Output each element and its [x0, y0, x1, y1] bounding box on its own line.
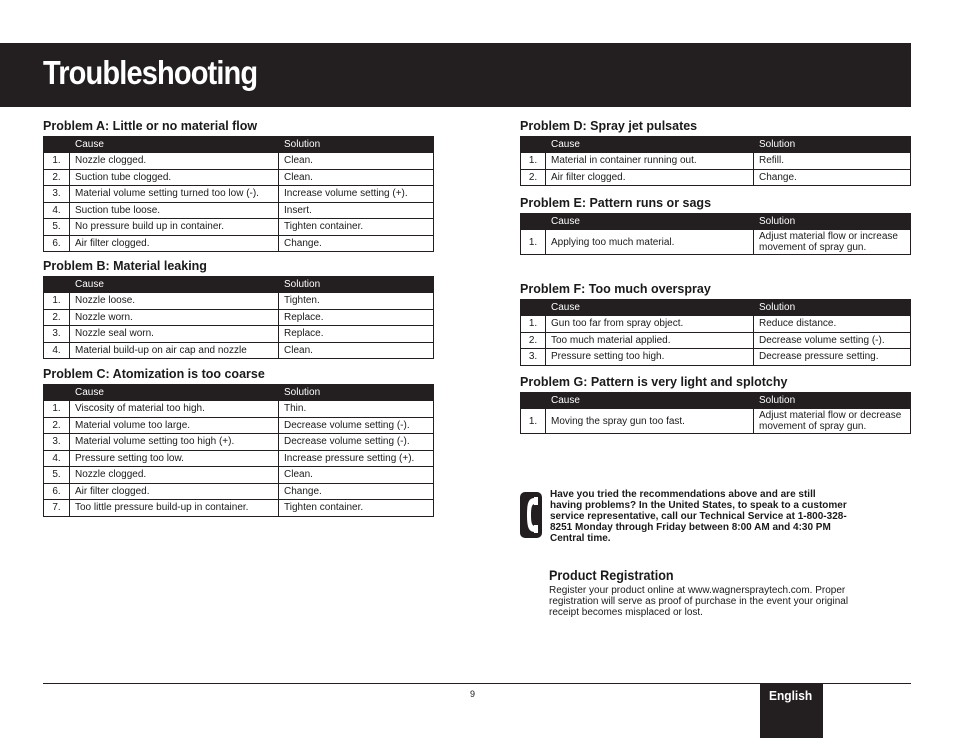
row-number: 2.	[521, 169, 546, 186]
cause-header: Cause	[546, 137, 754, 153]
number-header	[521, 137, 546, 153]
row-number: 1.	[44, 401, 70, 418]
row-cause: Pressure setting too low.	[70, 450, 279, 467]
cause-header: Cause	[70, 385, 279, 401]
number-header	[521, 214, 546, 230]
solution-header: Solution	[279, 385, 434, 401]
table-row	[521, 332, 911, 349]
problem-table	[520, 299, 911, 366]
solution-header: Solution	[754, 214, 911, 230]
row-solution: Replace.	[279, 326, 434, 343]
registration-title: Product Registration	[549, 567, 674, 583]
row-cause: Nozzle clogged.	[70, 153, 279, 170]
row-number: 7.	[44, 500, 70, 517]
row-solution: Increase pressure setting (+).	[279, 450, 434, 467]
row-solution: Clean.	[279, 342, 434, 359]
number-header	[44, 277, 70, 293]
row-number: 3.	[44, 326, 70, 343]
row-solution: Clean.	[279, 467, 434, 484]
solution-header: Solution	[754, 393, 911, 409]
row-solution: Tighten.	[279, 293, 434, 310]
row-number: 1.	[521, 153, 546, 170]
problem-f	[520, 282, 911, 366]
cause-header: Cause	[546, 214, 754, 230]
row-solution: Reduce distance.	[754, 316, 911, 333]
page-number: 9	[470, 689, 476, 699]
row-solution: Change.	[754, 169, 911, 186]
table-row	[44, 500, 434, 517]
row-number: 2.	[44, 309, 70, 326]
row-cause: Material build-up on air cap and nozzle	[70, 342, 279, 359]
table-header-row	[521, 214, 911, 230]
row-cause: Suction tube clogged.	[70, 169, 279, 186]
problem-c	[43, 367, 434, 517]
row-solution: Decrease volume setting (-).	[754, 332, 911, 349]
problem-d	[520, 119, 911, 186]
row-number: 3.	[521, 349, 546, 366]
row-cause: Air filter clogged.	[70, 483, 279, 500]
problem-title: Problem C: Atomization is too coarse	[43, 367, 265, 381]
table-row	[44, 326, 434, 343]
table-row	[44, 186, 434, 203]
row-number: 1.	[521, 316, 546, 333]
problem-title: Problem B: Material leaking	[43, 259, 207, 273]
registration-text: Register your product online at www.wagnerspraytech.com. Proper registration will serve as proof of purchase in the event your original receipt becomes misplaced or lost.	[549, 585, 849, 618]
problem-title: Problem A: Little or no material flow	[43, 119, 258, 133]
problem-e	[520, 196, 911, 255]
row-number: 2.	[44, 417, 70, 434]
number-header	[44, 137, 70, 153]
row-number: 5.	[44, 467, 70, 484]
table-header-row	[521, 393, 911, 409]
table-header-row	[44, 137, 434, 153]
problem-title: Problem G: Pattern is very light and splotchy	[520, 375, 788, 389]
table-row	[44, 417, 434, 434]
row-cause: No pressure build up in container.	[70, 219, 279, 236]
row-cause: Nozzle seal worn.	[70, 326, 279, 343]
table-header-row	[44, 277, 434, 293]
row-solution: Thin.	[279, 401, 434, 418]
row-cause: Suction tube loose.	[70, 202, 279, 219]
phone-icon	[520, 492, 542, 538]
problem-g	[520, 375, 911, 434]
row-cause: Nozzle loose.	[70, 293, 279, 310]
row-number: 4.	[44, 342, 70, 359]
row-solution: Tighten container.	[279, 500, 434, 517]
row-number: 1.	[44, 153, 70, 170]
row-number: 3.	[44, 434, 70, 451]
solution-header: Solution	[754, 137, 911, 153]
table-row	[521, 169, 911, 186]
problem-title: Problem F: Too much overspray	[520, 282, 711, 296]
cause-header: Cause	[546, 300, 754, 316]
table-row	[521, 316, 911, 333]
row-solution: Change.	[279, 235, 434, 252]
row-cause: Air filter clogged.	[70, 235, 279, 252]
row-number: 1.	[44, 293, 70, 310]
row-solution: Decrease volume setting (-).	[279, 417, 434, 434]
row-cause: Nozzle worn.	[70, 309, 279, 326]
table-row	[44, 342, 434, 359]
row-number: 4.	[44, 202, 70, 219]
row-cause: Material volume setting too high (+).	[70, 434, 279, 451]
table-row	[44, 467, 434, 484]
problem-table	[43, 136, 434, 252]
row-cause: Gun too far from spray object.	[546, 316, 754, 333]
row-solution: Tighten container.	[279, 219, 434, 236]
row-solution: Adjust material flow or decrease movement of spray gun.	[754, 409, 911, 434]
row-solution: Decrease volume setting (-).	[279, 434, 434, 451]
row-number: 3.	[44, 186, 70, 203]
row-cause: Material volume too large.	[70, 417, 279, 434]
table-header-row	[44, 385, 434, 401]
row-number: 1.	[521, 230, 546, 255]
table-row	[44, 219, 434, 236]
row-solution: Insert.	[279, 202, 434, 219]
table-row	[44, 450, 434, 467]
row-cause: Too little pressure build-up in container.	[70, 500, 279, 517]
row-solution: Change.	[279, 483, 434, 500]
table-row	[44, 309, 434, 326]
row-cause: Viscosity of material too high.	[70, 401, 279, 418]
problem-a	[43, 119, 434, 252]
row-number: 6.	[44, 235, 70, 252]
row-cause: Nozzle clogged.	[70, 467, 279, 484]
row-solution: Decrease pressure setting.	[754, 349, 911, 366]
row-cause: Applying too much material.	[546, 230, 754, 255]
row-solution: Increase volume setting (+).	[279, 186, 434, 203]
row-solution: Replace.	[279, 309, 434, 326]
problem-table	[520, 213, 911, 255]
table-row	[44, 293, 434, 310]
row-cause: Moving the spray gun too fast.	[546, 409, 754, 434]
table-row	[521, 349, 911, 366]
solution-header: Solution	[279, 277, 434, 293]
cause-header: Cause	[70, 137, 279, 153]
row-solution: Clean.	[279, 153, 434, 170]
table-row	[44, 235, 434, 252]
row-cause: Material volume setting turned too low (-).	[70, 186, 279, 203]
problem-table	[43, 384, 434, 517]
table-row	[521, 409, 911, 434]
table-row	[44, 401, 434, 418]
row-number: 2.	[521, 332, 546, 349]
table-row	[44, 169, 434, 186]
solution-header: Solution	[279, 137, 434, 153]
table-row	[44, 434, 434, 451]
problem-table	[520, 136, 911, 186]
problem-table	[43, 276, 434, 359]
row-number: 6.	[44, 483, 70, 500]
table-header-row	[521, 300, 911, 316]
row-number: 5.	[44, 219, 70, 236]
problem-b	[43, 259, 434, 359]
table-header-row	[521, 137, 911, 153]
row-solution: Refill.	[754, 153, 911, 170]
number-header	[44, 385, 70, 401]
row-number: 4.	[44, 450, 70, 467]
table-row	[44, 202, 434, 219]
problem-table	[520, 392, 911, 434]
problem-title: Problem E: Pattern runs or sags	[520, 196, 712, 210]
number-header	[521, 300, 546, 316]
help-text: Have you tried the recommendations above and are still having problems? In the United States, to speak to a customer service representative, call our Technical Service at 1-800-328-8251 Monday through Friday between 8:00 AM and 4:30 PM Central time.	[550, 489, 847, 544]
page-title: Troubleshooting	[43, 54, 258, 91]
row-cause: Too much material applied.	[546, 332, 754, 349]
language-label: English	[769, 688, 813, 703]
problem-title: Problem D: Spray jet pulsates	[520, 119, 698, 133]
row-solution: Adjust material flow or increase movement of spray gun.	[754, 230, 911, 255]
cause-header: Cause	[546, 393, 754, 409]
number-header	[521, 393, 546, 409]
table-row	[521, 153, 911, 170]
row-cause: Pressure setting too high.	[546, 349, 754, 366]
row-number: 1.	[521, 409, 546, 434]
row-cause: Material in container running out.	[546, 153, 754, 170]
cause-header: Cause	[70, 277, 279, 293]
table-row	[521, 230, 911, 255]
row-solution: Clean.	[279, 169, 434, 186]
row-number: 2.	[44, 169, 70, 186]
solution-header: Solution	[754, 300, 911, 316]
table-row	[44, 153, 434, 170]
row-cause: Air filter clogged.	[546, 169, 754, 186]
table-row	[44, 483, 434, 500]
